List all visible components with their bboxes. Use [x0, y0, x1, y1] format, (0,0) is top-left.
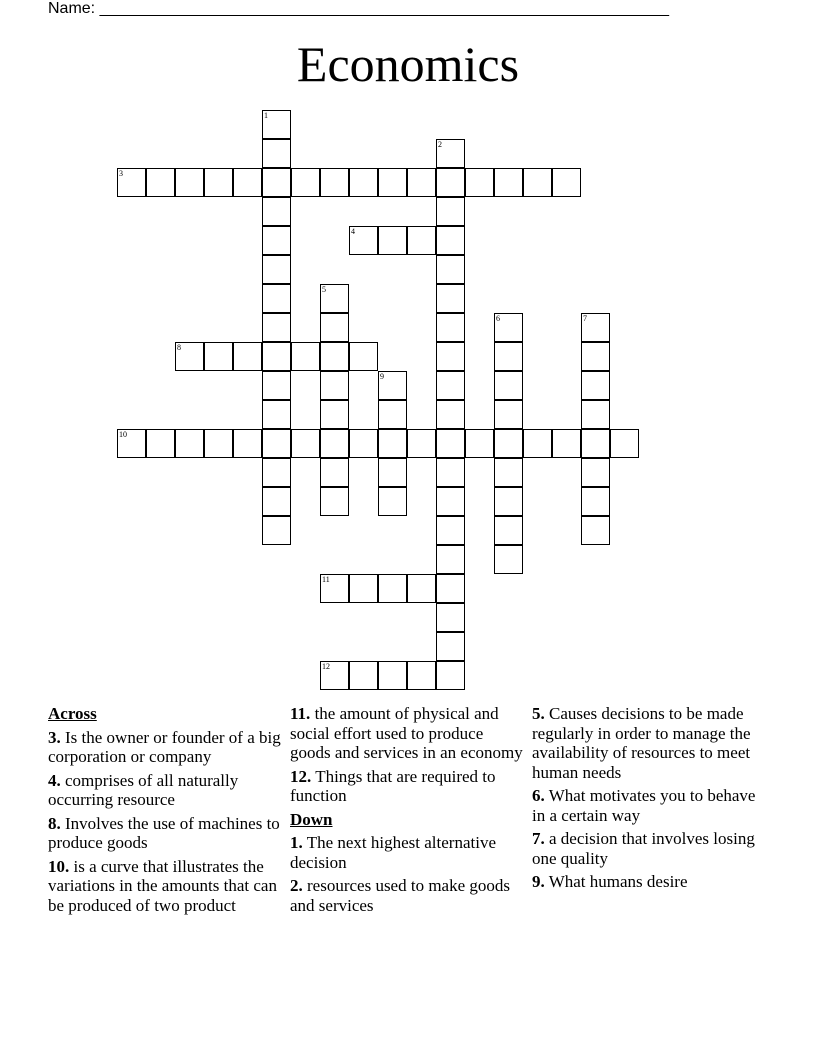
grid-cell[interactable] — [436, 429, 465, 458]
grid-cell[interactable] — [320, 429, 349, 458]
grid-cell[interactable] — [320, 458, 349, 487]
grid-cell[interactable] — [204, 168, 233, 197]
clue-number: 9. — [532, 872, 545, 891]
grid-cell[interactable] — [378, 458, 407, 487]
grid-cell[interactable] — [262, 197, 291, 226]
clues-column-1 — [48, 704, 284, 919]
clue-text: Things that are required to function — [290, 766, 496, 805]
cell-number: 4 — [351, 227, 355, 236]
grid-cell[interactable] — [436, 516, 465, 545]
clue-text: What motivates you to behave in a certain way — [532, 786, 756, 825]
cell-number: 7 — [583, 314, 587, 323]
grid-cell[interactable] — [262, 458, 291, 487]
grid-cell[interactable] — [233, 342, 262, 371]
clue-text: resources used to make goods and services — [290, 876, 511, 915]
clue-across-10 — [48, 857, 284, 916]
grid-cell[interactable] — [378, 574, 407, 603]
grid-cell[interactable] — [581, 458, 610, 487]
cell-number: 9 — [380, 372, 384, 381]
grid-cell[interactable] — [581, 313, 610, 342]
grid-cell[interactable] — [262, 487, 291, 516]
cell-number: 2 — [438, 140, 442, 149]
clue-number: 8. — [48, 813, 61, 833]
grid-cell[interactable] — [436, 371, 465, 400]
grid-cell[interactable] — [407, 429, 436, 458]
grid-cell[interactable] — [262, 226, 291, 255]
grid-cell[interactable] — [349, 226, 378, 255]
grid-cell[interactable] — [349, 429, 378, 458]
clue-across-12 — [290, 767, 526, 806]
grid-cell[interactable] — [175, 342, 204, 371]
grid-cell[interactable] — [146, 429, 175, 458]
grid-cell[interactable] — [378, 429, 407, 458]
grid-cell[interactable] — [320, 313, 349, 342]
grid-cell[interactable] — [436, 574, 465, 603]
grid-cell[interactable] — [262, 284, 291, 313]
grid-cell[interactable] — [320, 574, 349, 603]
cell-number: 5 — [322, 285, 326, 294]
grid-cell[interactable] — [378, 487, 407, 516]
clue-text: Is the owner or founder of a big corporation or company — [48, 727, 281, 766]
grid-cell[interactable] — [436, 284, 465, 313]
name-field[interactable]: Name: ________________________________________________________________ — [48, 0, 670, 17]
clue-number: 3. — [48, 727, 61, 747]
across-heading: Across — [48, 704, 97, 723]
grid-cell[interactable] — [407, 168, 436, 197]
grid-cell[interactable] — [494, 487, 523, 516]
clues-column-3 — [532, 704, 768, 896]
clue-down-6 — [532, 786, 768, 825]
grid-cell[interactable] — [436, 632, 465, 661]
clue-down-9 — [532, 872, 768, 892]
grid-cell[interactable] — [117, 429, 146, 458]
clue-number: 6. — [532, 786, 545, 805]
grid-cell[interactable] — [494, 371, 523, 400]
grid-cell[interactable] — [407, 574, 436, 603]
grid-cell[interactable] — [552, 429, 581, 458]
clue-text: What humans desire — [548, 872, 688, 891]
grid-cell[interactable] — [291, 429, 320, 458]
grid-cell[interactable] — [262, 255, 291, 284]
grid-cell[interactable] — [233, 168, 262, 197]
grid-cell[interactable] — [436, 139, 465, 168]
cell-number: 6 — [496, 314, 500, 323]
grid-cell[interactable] — [320, 342, 349, 371]
grid-cell[interactable] — [581, 487, 610, 516]
clue-down-5 — [532, 704, 768, 782]
clue-text: Causes decisions to be made regularly in order to manage the availability of resources to meet human needs — [532, 704, 751, 782]
grid-cell[interactable] — [436, 226, 465, 255]
clue-across-11 — [290, 704, 526, 763]
grid-cell[interactable] — [494, 342, 523, 371]
grid-cell[interactable] — [262, 429, 291, 458]
grid-cell[interactable] — [610, 429, 639, 458]
clue-text: Involves the use of machines to produce goods — [48, 813, 280, 852]
cell-number: 1 — [264, 111, 268, 120]
clue-across-4 — [48, 771, 284, 810]
grid-cell[interactable] — [349, 661, 378, 690]
clue-text: comprises of all naturally occurring resource — [48, 770, 239, 809]
grid-cell[interactable] — [262, 516, 291, 545]
down-heading: Down — [290, 809, 333, 829]
clue-number: 11. — [290, 704, 311, 723]
grid-cell[interactable] — [262, 400, 291, 429]
clue-down-7 — [532, 829, 768, 868]
grid-cell[interactable] — [378, 226, 407, 255]
grid-cell[interactable] — [436, 487, 465, 516]
grid-cell[interactable] — [291, 168, 320, 197]
grid-cell[interactable] — [494, 429, 523, 458]
clue-number: 4. — [48, 770, 61, 790]
grid-cell[interactable] — [494, 458, 523, 487]
grid-cell[interactable] — [378, 400, 407, 429]
grid-cell[interactable] — [436, 313, 465, 342]
grid-cell[interactable] — [436, 661, 465, 690]
grid-cell[interactable] — [378, 371, 407, 400]
grid-cell[interactable] — [262, 313, 291, 342]
grid-cell[interactable] — [581, 400, 610, 429]
grid-cell[interactable] — [117, 168, 146, 197]
grid-cell[interactable] — [175, 168, 204, 197]
clue-number: 10. — [48, 856, 70, 876]
grid-cell[interactable] — [494, 400, 523, 429]
grid-cell[interactable] — [436, 603, 465, 632]
grid-cell[interactable] — [320, 400, 349, 429]
clue-text: is a curve that illustrates the variations in the amounts that can be produced of two product — [48, 856, 277, 915]
grid-cell[interactable] — [262, 342, 291, 371]
page-title: Economics — [296, 36, 520, 92]
cell-number: 3 — [119, 169, 123, 178]
grid-cell[interactable] — [523, 168, 552, 197]
grid-cell[interactable] — [320, 168, 349, 197]
grid-cell[interactable] — [581, 371, 610, 400]
grid-cell[interactable] — [436, 255, 465, 284]
cell-number: 12 — [322, 662, 330, 671]
clue-down-2 — [290, 876, 526, 915]
grid-cell[interactable] — [291, 342, 320, 371]
grid-cell[interactable] — [581, 429, 610, 458]
grid-cell[interactable] — [552, 168, 581, 197]
grid-cell[interactable] — [146, 168, 175, 197]
clue-down-1 — [290, 833, 526, 872]
grid-cell[interactable] — [175, 429, 204, 458]
grid-cell[interactable] — [494, 545, 523, 574]
grid-cell[interactable] — [436, 197, 465, 226]
grid-cell[interactable] — [581, 342, 610, 371]
grid-cell[interactable] — [262, 371, 291, 400]
grid-cell[interactable] — [465, 168, 494, 197]
grid-cell[interactable] — [436, 400, 465, 429]
grid-cell[interactable] — [320, 371, 349, 400]
grid-cell[interactable] — [349, 342, 378, 371]
grid-cell[interactable] — [494, 516, 523, 545]
clue-number: 2. — [290, 876, 303, 895]
grid-cell[interactable] — [436, 545, 465, 574]
grid-cell[interactable] — [349, 574, 378, 603]
cell-number: 8 — [177, 343, 181, 352]
grid-cell[interactable] — [494, 168, 523, 197]
grid-cell[interactable] — [204, 429, 233, 458]
grid-cell[interactable] — [581, 516, 610, 545]
grid-cell[interactable] — [262, 168, 291, 197]
grid-cell[interactable] — [204, 342, 233, 371]
grid-cell[interactable] — [465, 429, 494, 458]
grid-cell[interactable] — [436, 168, 465, 197]
clue-number: 12. — [290, 766, 312, 786]
clue-text: a decision that involves losing one quality — [532, 829, 755, 868]
grid-cell[interactable] — [436, 458, 465, 487]
cell-number: 11 — [322, 575, 330, 584]
clue-text: The next highest alternative decision — [290, 833, 496, 872]
clue-number: 5. — [532, 704, 545, 723]
clues-column-2 — [290, 704, 526, 919]
grid-cell[interactable] — [407, 226, 436, 255]
grid-cell[interactable] — [320, 487, 349, 516]
clue-number: 1. — [290, 833, 303, 852]
cell-number: 10 — [119, 430, 127, 439]
clue-number: 7. — [532, 829, 545, 848]
grid-cell[interactable] — [494, 313, 523, 342]
grid-cell[interactable] — [233, 429, 262, 458]
grid-cell[interactable] — [320, 284, 349, 313]
grid-cell[interactable] — [320, 661, 349, 690]
clue-text: the amount of physical and social effort used to produce goods and services in an economy — [290, 704, 523, 762]
grid-cell[interactable] — [262, 139, 291, 168]
grid-cell[interactable] — [407, 661, 436, 690]
grid-cell[interactable] — [378, 168, 407, 197]
grid-cell[interactable] — [378, 661, 407, 690]
grid-cell[interactable] — [523, 429, 552, 458]
grid-cell[interactable] — [262, 110, 291, 139]
grid-cell[interactable] — [436, 342, 465, 371]
clue-across-8 — [48, 814, 284, 853]
grid-cell[interactable] — [349, 168, 378, 197]
clue-across-3 — [48, 728, 284, 767]
